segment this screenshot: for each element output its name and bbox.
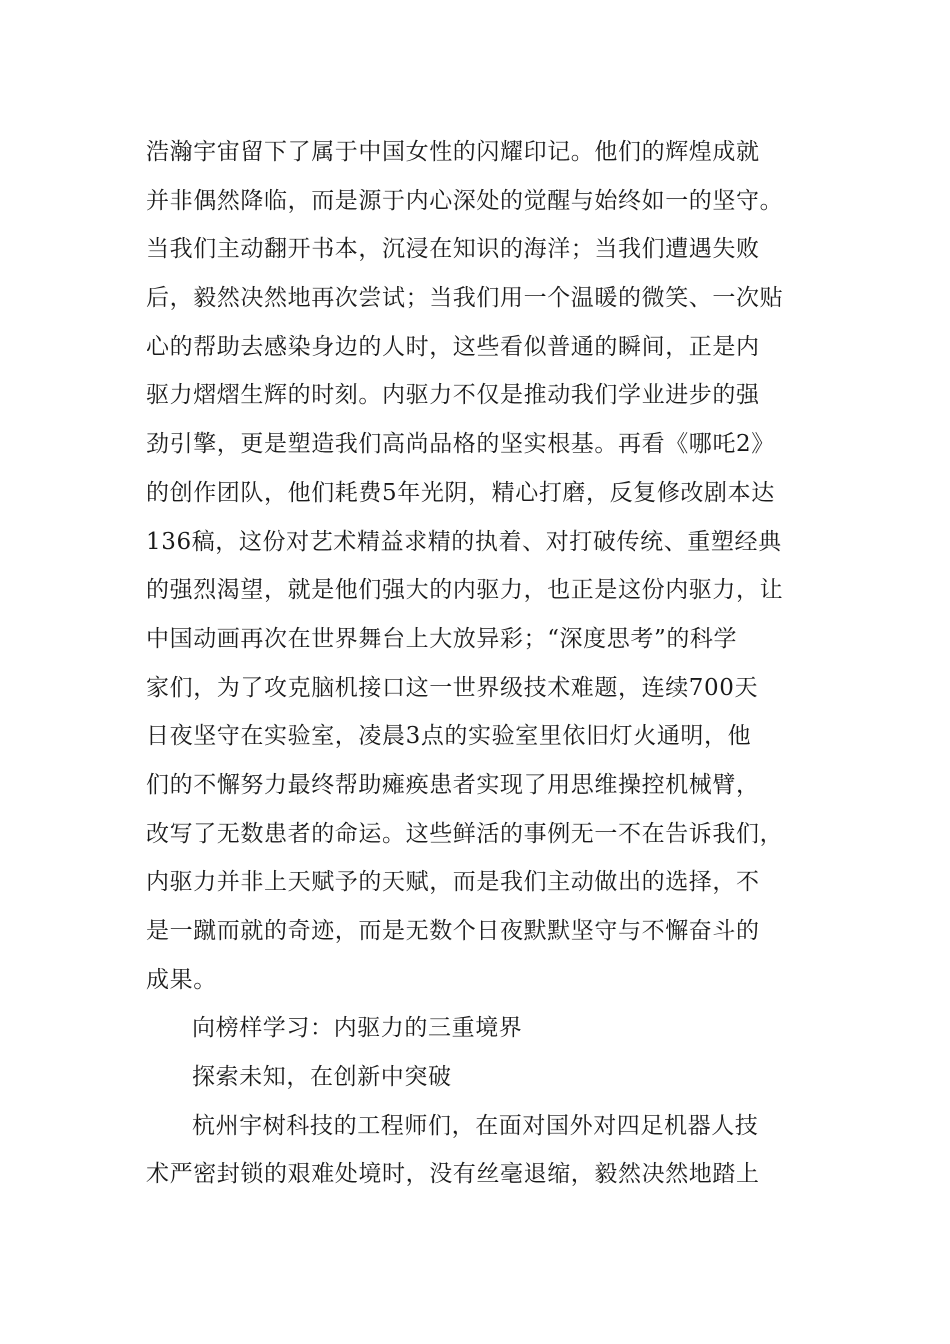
paragraph-line: 当我们主动翻开书本，沉浸在知识的海洋；当我们遭遇失败 [146,236,760,263]
paragraph-line: 驱力熠熠生辉的时刻。内驱力不仅是推动我们学业进步的强 [146,382,760,409]
subsection-heading: 探索未知，在创新中突破 [192,1064,452,1091]
paragraph-line: 成果。 [146,966,217,993]
paragraph-line: 心的帮助去感染身边的人时，这些看似普通的瞬间，正是内 [146,333,760,360]
paragraph-line: 的强烈渴望，就是他们强大的内驱力，也正是这份内驱力，让 [146,577,784,604]
document-body [146,128,826,1199]
paragraph-line: 杭州宇树科技的工程师们，在面对国外对四足机器人技 [192,1112,759,1139]
paragraph-line: 改写了无数患者的命运。这些鲜活的事例无一不在告诉我们， [146,820,784,847]
paragraph-line: 的创作团队，他们耗费5年光阴，精心打磨，反复修改剧本达 [146,479,775,506]
paragraph-line: 后，毅然决然地再次尝试；当我们用一个温暖的微笑、一次贴 [146,285,784,312]
paragraph-line: 浩瀚宇宙留下了属于中国女性的闪耀印记。他们的辉煌成就 [146,139,760,165]
paragraph-line: 并非偶然降临，而是源于内心深处的觉醒与始终如一的坚守。 [146,187,784,214]
paragraph-line: 术严密封锁的艰难处境时，没有丝毫退缩，毅然决然地踏上 [146,1161,760,1188]
paragraph-line: 家们，为了攻克脑机接口这一世界级技术难题，连续700天 [146,674,759,701]
section-heading: 向榜样学习：内驱力的三重境界 [192,1015,523,1042]
paragraph-line: 是一蹴而就的奇迹，而是无数个日夜默默坚守与不懈奋斗的 [146,918,760,944]
paragraph-line: 内驱力并非上天赋予的天赋，而是我们主动做出的选择，不 [146,869,760,896]
paragraph-line: 劲引擎，更是塑造我们高尚品格的坚实根基。再看《哪吒2》 [146,431,775,458]
paragraph-line: 中国动画再次在世界舞台上大放异彩；“深度思考”的科学 [146,625,738,652]
paragraph-line: 们的不懈努力最终帮助瘫痪患者实现了用思维操控机械臂， [146,771,760,798]
paragraph-line: 136稿，这份对艺术精益求精的执着、对打破传统、重塑经典 [146,528,782,555]
paragraph-line: 日夜坚守在实验室，凌晨3点的实验室里依旧灯火通明，他 [146,723,752,750]
